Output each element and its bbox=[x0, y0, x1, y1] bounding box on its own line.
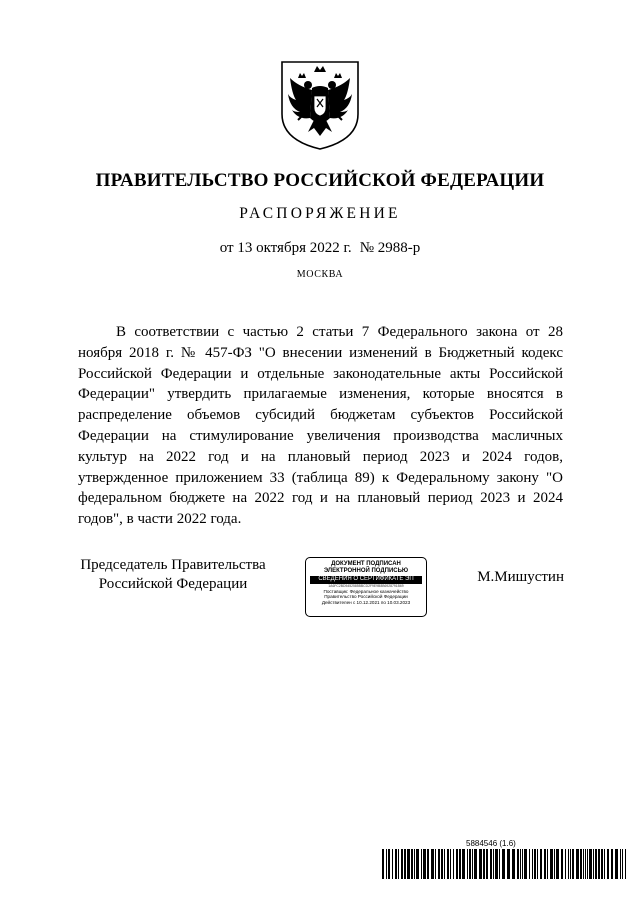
electronic-signature-stamp bbox=[305, 557, 427, 617]
stamp-line2: ЭЛЕКТРОННОЙ ПОДПИСЬЮ bbox=[323, 568, 409, 574]
stamp-header: СВЕДЕНИЯ О СЕРТИФИКАТЕ ЭП bbox=[310, 576, 422, 584]
signer-position-line1: Председатель Правительства bbox=[80, 557, 266, 573]
signer-position bbox=[78, 556, 268, 594]
organization-title: ПРАВИТЕЛЬСТВО РОССИЙСКОЙ ФЕДЕРАЦИИ bbox=[95, 170, 545, 191]
document-type: РАСПОРЯЖЕНИЕ bbox=[239, 205, 401, 222]
barcode-icon bbox=[382, 849, 627, 879]
document-date: от 13 октября 2022 г. bbox=[219, 240, 352, 256]
coat-of-arms-icon bbox=[278, 58, 362, 152]
stamp-line1: ДОКУМЕНТ ПОДПИСАН bbox=[331, 561, 401, 567]
document-city: МОСКВА bbox=[296, 269, 344, 280]
stamp-supplier: Поставщик: Федеральное казначейство bbox=[323, 588, 409, 594]
stamp-validity: Действителен с 10.12.2021 по 10.03.2023 bbox=[321, 599, 411, 605]
signer-position-line2: Российской Федерации bbox=[98, 576, 248, 592]
document-number: № 2988-р bbox=[359, 240, 421, 256]
document-dateline bbox=[0, 240, 640, 257]
main-paragraph: В соответствии с частью 2 статьи 7 Федерального закона от 28 ноября 2018 г. № 457-ФЗ "О внесении изменений в Бюджетный кодекс Российской Федерации и отдельные законодательные акты Российской Федерации" утвердить прилагаемые изменения, которые вносятся в распределение объемов субсидий бюджетам субъектов Российской Федерации на стимулирование увеличения производства масличных культур на 2022 год и на плановый период 2023 и 2024 годов, утвержденное приложением 33 (таблица 89) к Федеральному закону "О федеральном бюджете на 2022 год и на плановый период 2023 и 2024 годов", в части 2022 года. bbox=[78, 324, 563, 528]
stamp-serial: 1A6FC2BD5452585BBCD2F9E9B8B6928791B69 bbox=[328, 583, 404, 588]
signer-name: М.Мишустин bbox=[477, 569, 564, 585]
barcode-label: 5884546 (1.6) bbox=[466, 839, 516, 848]
stamp-owner: Правительство Российской Федерации bbox=[324, 594, 408, 600]
